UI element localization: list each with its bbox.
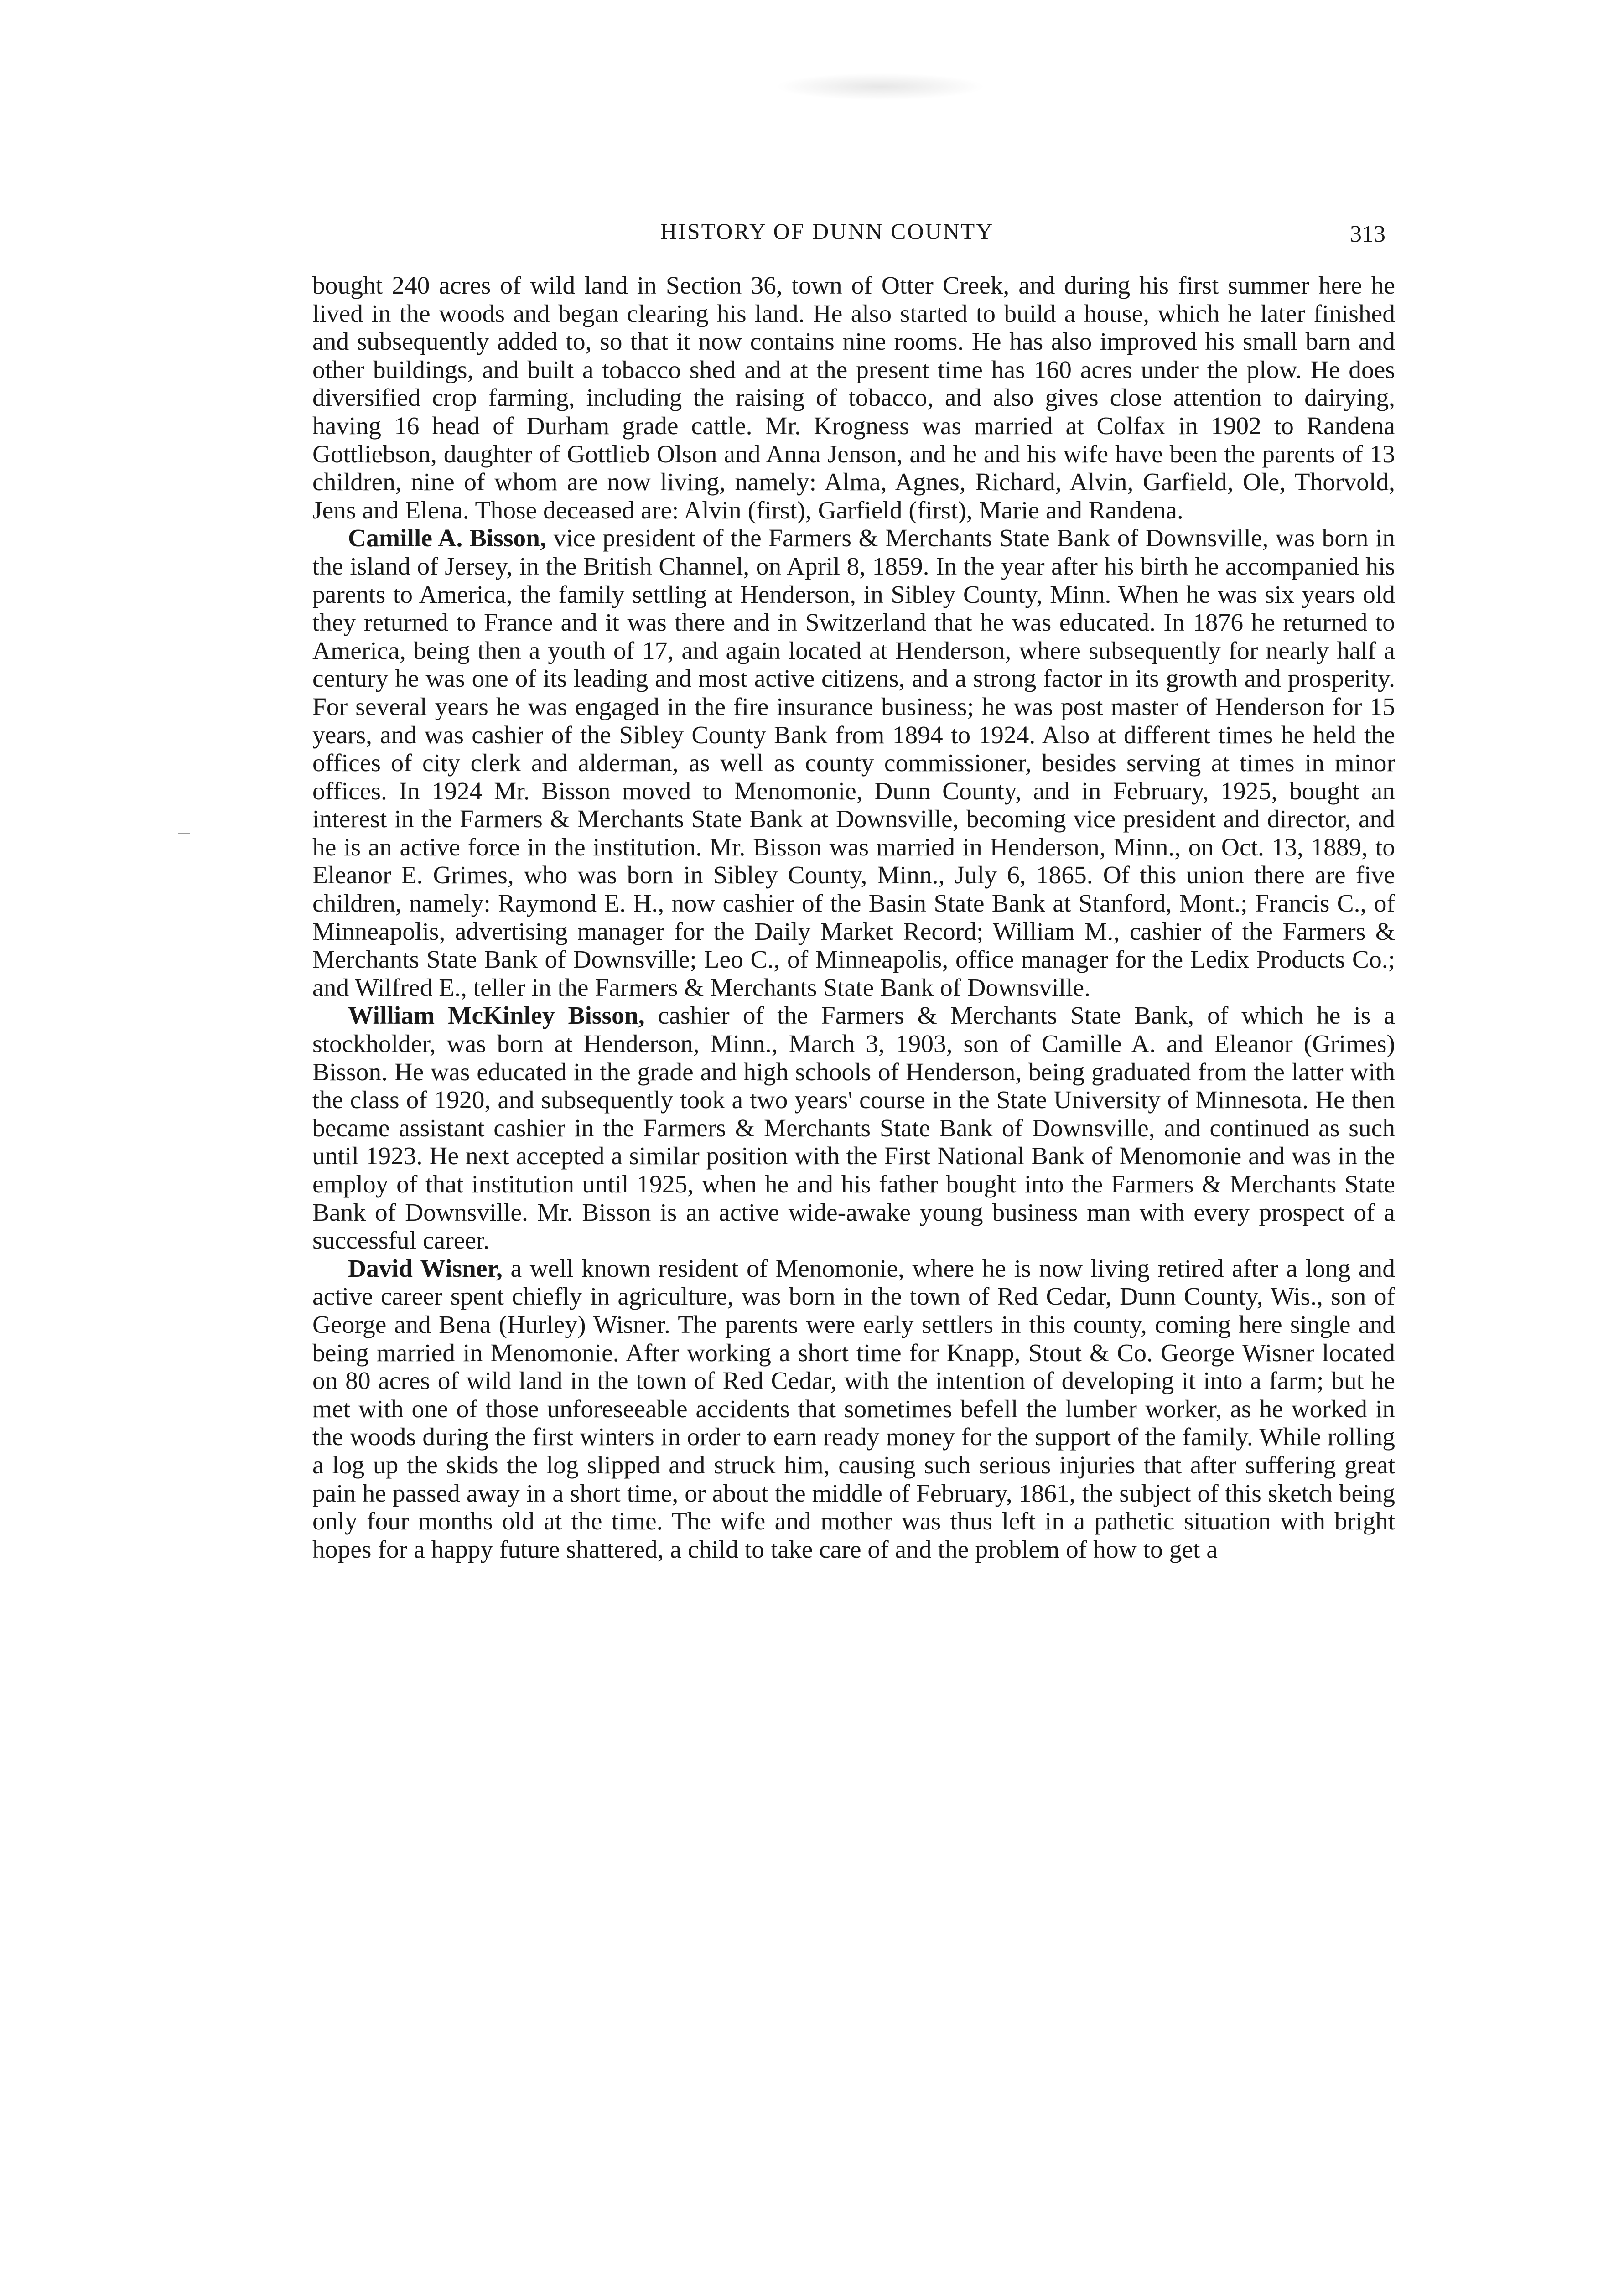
entry-david-wisner xyxy=(312,1255,1395,1564)
print-smudge xyxy=(775,73,985,100)
paragraph-text: bought 240 acres of wild land in Section 36, town of Otter Creek, and during his first summer here he lived in the woods and began clearing his land. He also started to build a house, which he later finished and subsequently added to, so that it now contains nine rooms. He has also improved his small barn and other buildings, and built a tobacco shed and at the present time has 160 acres under the plow. He does diversified crop farming, including the raising of tobacco, and also gives close attention to dairying, having 16 head of Durham grade cattle. Mr. Krogness was married at Colfax in 1902 to Randena Gottliebson, daughter of Gottlieb Olson and Anna Jenson, and he and his wife have been the parents of 13 children, nine of whom are now living, namely: Alma, Agnes, Richard, Alvin, Garfield, Ole, Thorvold, Jens and Elena. Those deceased are: Alvin (first), Garfield (first), Marie and Randena. xyxy=(312,272,1395,524)
running-head: HISTORY OF DUNN COUNTY xyxy=(660,218,994,244)
entry-william-bisson xyxy=(312,1002,1395,1254)
entry-name: David Wisner, xyxy=(348,1254,503,1283)
entry-camille-bisson xyxy=(312,524,1395,1002)
margin-mark xyxy=(178,833,190,834)
page-number: 313 xyxy=(1350,221,1385,247)
entry-name: Camille A. Bisson, xyxy=(348,524,546,553)
entry-text: a well known resident of Menomonie, where he is now living retired after a long and active career spent chiefly in agriculture, was born in the town of Red Cedar, Dunn County, Wis., son of George and Bena (Hurley) Wisner. The parents were early settlers in this county, coming here single and being married in Menomonie. After working a short time for Knapp, Stout & Co. George Wisner located on 80 acres of wild land in the town of Red Cedar, with the intention of developing it into a farm; but he met with one of those unforeseeable accidents that sometimes befell the lumber worker, as he worked in the woods during the first winters in order to earn ready money for the support of the family. While rolling a log up the skids the log slipped and struck him, causing such serious injuries that after suffering great pain he passed away in a short time, or about the middle of February, 1861, the subject of this sketch being only four months old at the time. The wife and mother was thus left in a pathetic situation with bright hopes for a happy future shattered, a child to take care of and the problem of how to get a xyxy=(312,1254,1396,1564)
entry-text: cashier of the Farmers & Merchants State Bank, of which he is a stockholder, was born at Henderson, Minn., March 3, 1903, son of Camille A. and Eleanor (Grimes) Bisson. He was educated in the grade and high schools of Henderson, being graduated from the latter with the class of 1920, and subsequently took a two years' course in the State University of Minnesota. He then became assistant cashier in the Farmers & Merchants State Bank of Downsville, and continued as such until 1923. He next accepted a similar position with the First National Bank of Menomonie and was in the employ of that institution until 1925, when he and his father bought into the Farmers & Merchants State Bank of Downsville. Mr. Bisson is an active wide-awake young business man with every prospect of a successful career. xyxy=(312,1002,1396,1255)
entry-name: William McKinley Bisson, xyxy=(348,1002,645,1030)
entry-text: vice president of the Farmers & Merchants State Bank of Downsville, was born in the island of Jersey, in the British Channel, on April 8, 1859. In the year after his birth he accompanied his parents to America, the family settling at Henderson, in Sibley County, Minn. When he was six years old they returned to France and it was there and in Switzerland that he was educated. In 1876 he returned to America, being then a youth of 17, and again located at Henderson, where subsequently for nearly half a century he was one of its leading and most active citizens, and a strong factor in its growth and prosperity. For several years he was engaged in the fire insurance business; he was post master of Henderson for 15 years, and was cashier of the Sibley County Bank from 1894 to 1924. Also at different times he held the offices of city clerk and alderman, as well as county commissioner, besides serving at times in minor offices. In 1924 Mr. Bisson moved to Menomonie, Dunn County, and in February, 1925, bought an interest in the Farmers & Merchants State Bank at Downsville, becoming vice president and director, and he is an active force in the institution. Mr. Bisson was married in Henderson, Minn., on Oct. 13, 1889, to Eleanor E. Grimes, who was born in Sibley County, Minn., July 6, 1865. Of this union there are five children, namely: Raymond E. H., now cashier of the Basin State Bank at Stanford, Mont.; Francis C., of Minneapolis, advertising manager for the Daily Market Record; William M., cashier of the Farmers & Merchants State Bank of Downsville; Leo C., of Minneapolis, office manager for the Ledix Products Co.; and Wilfred E., teller in the Farmers & Merchants State Bank of Downsville. xyxy=(312,524,1395,1002)
body-text xyxy=(312,272,1395,1564)
paragraph-continued xyxy=(312,272,1395,524)
